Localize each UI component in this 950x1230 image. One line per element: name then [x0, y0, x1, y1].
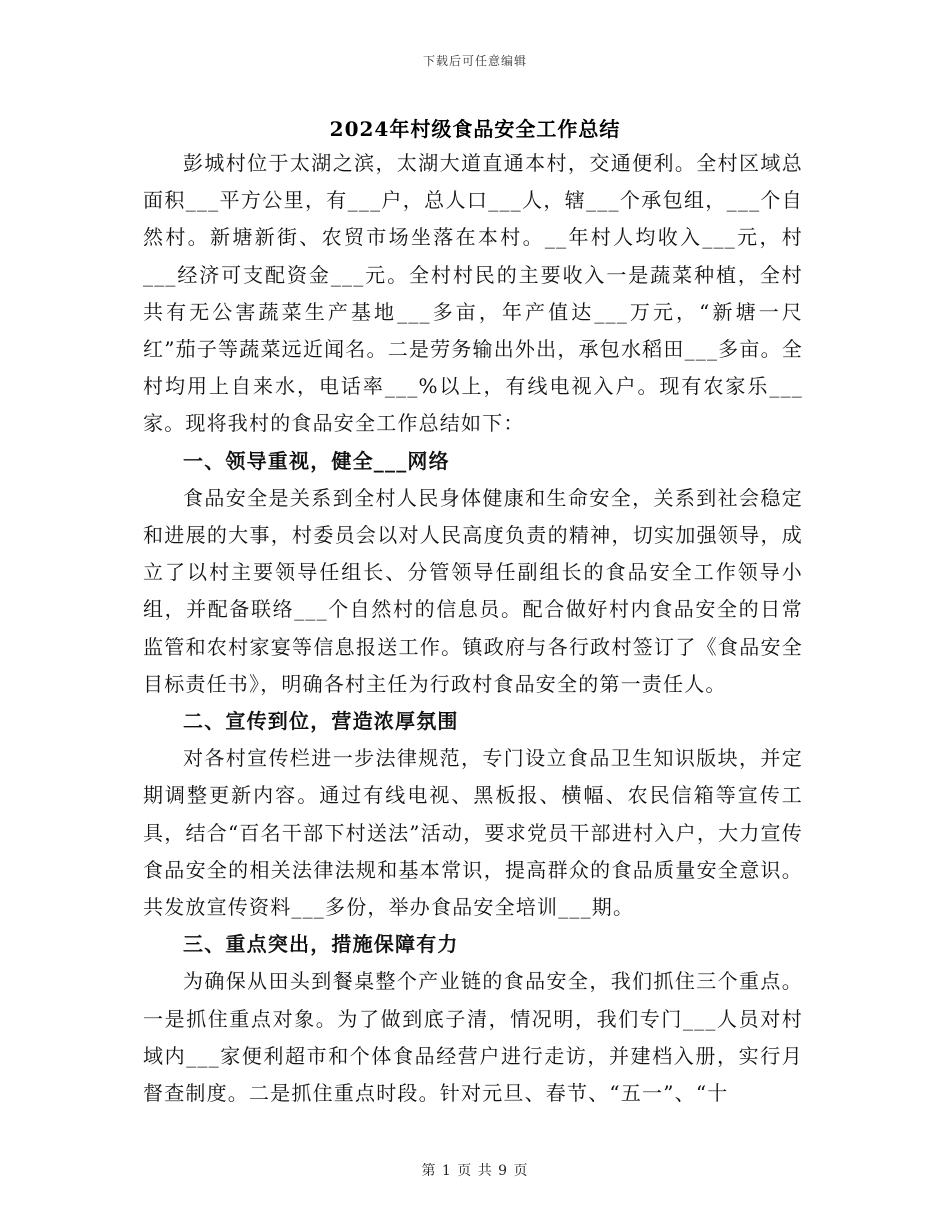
document-title: 2024年村级食品安全工作总结	[329, 117, 621, 141]
section-paragraph-1: 食品安全是关系到全村人民身体健康和生命安全，关系到社会稳定和进展的大事，村委员会以对人民高度负责的精神，切实加强领导，成立了以村主要领导任组长、分管领导任副组长的食品安全工作领导小组，并配备联络___个自然村的信息员。配合做好村内食品安全的日常监管和农村家宴等信息报送工作。镇政府与各行政村签订了《食品安全目标责任书》，明确各村主任为行政村食品安全的第一责任人。	[143, 485, 803, 696]
section-paragraph-3: 为确保从田头到餐桌整个产业链的食品安全，我们抓住三个重点。一是抓住重点对象。为了做到底子清，情况明，我们专门___人员对村域内___家便利超市和个体食品经营户进行走访，并建档入册，实行月督查制度。二是抓住重点时段。针对元旦、春节、“五一”、“十	[143, 969, 803, 1106]
section-paragraph-2: 对各村宣传栏进一步法律规范，专门设立食品卫生知识版块，并定期调整更新内容。通过有线电视、黑板报、横幅、农民信箱等宣传工具，结合“百名干部下村送法”活动，要求党员干部进村入户，大力宣传食品安全的相关法律法规和基本常识，提高群众的食品质量安全意识。共发放宣传资料___多份，举办食品安全培训___期。	[143, 746, 803, 920]
section-heading-1: 一、领导重视，健全___网络	[183, 448, 450, 473]
intro-paragraph: 彭城村位于太湖之滨，太湖大道直通本村，交通便利。全村区域总面积___平方公里，有___户，总人口___人，辖___个承包组，___个自然村。新塘新街、农贸市场坐落在本村。__年村人均收入___元，村___经济可支配资金___元。全村村民的主要收入一是蔬菜种植，全村共有无公害蔬菜生产基地___多亩，年产值达___万元，“新塘一尺红”茄子等蔬菜远近闻名。二是劳务输出外出，承包水稻田___多亩。全村均用上自来水，电话率___%以上，有线电视入户。现有农家乐___家。现将我村的食品安全工作总结如下：	[143, 151, 803, 436]
section-heading-2: 二、宣传到位，营造浓厚氛围	[183, 709, 459, 734]
document-body	[143, 145, 803, 1112]
page-header-note: 下载后可任意编辑	[422, 54, 527, 68]
page-number-footer: 第 1 页 共 9 页	[421, 1163, 529, 1179]
section-heading-3: 三、重点突出，措施保障有力	[183, 932, 459, 957]
